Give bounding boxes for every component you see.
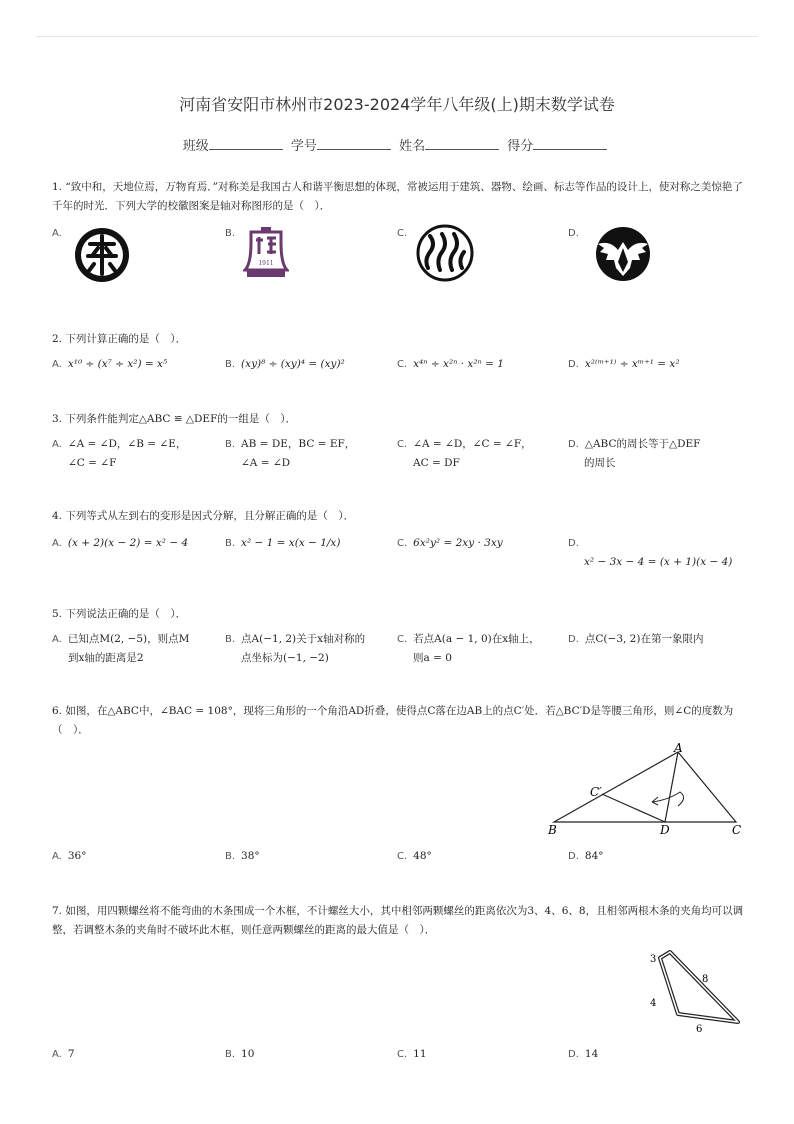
q3-option-a-label: A. (52, 439, 62, 450)
q2-option-d-label: D. (568, 359, 579, 370)
question-4-text: 4. 下列等式从左到右的变形是因式分解，且分解正确的是（ ）． (52, 510, 355, 522)
question-6-text: 6. 如图，在△ABC中，∠BAC = 108°，现将三角形的一个角沿AD折叠，使得点C落在边AB上的点C′处．若△BC′D是等腰三角形，则∠C的度数为（ ）． (52, 705, 734, 736)
q2-option-d[interactable] (568, 355, 680, 374)
question-3-text: 3. 下列条件能判定△ABC ≌ △DEF的一组是（ ）． (52, 413, 297, 425)
q2-option-d-text: x²⁽ᵐ⁺¹⁾ ÷ xᵐ⁺¹ = x² (584, 358, 680, 370)
university-logo-b-icon (243, 224, 289, 282)
q5-option-a-line1: 已知点M(2, −5)，则点M (67, 633, 190, 645)
q7-option-b-text: 10 (241, 1048, 255, 1060)
q6-option-d-label: D. (568, 851, 579, 862)
q7-option-d-label: D. (568, 1049, 579, 1060)
q3-option-b-label: B. (225, 439, 236, 450)
q3-option-c-line1: ∠A = ∠D，∠C = ∠F， (413, 438, 532, 450)
q2-option-c-label: C. (397, 359, 408, 370)
q3-option-a-line1: ∠A = ∠D，∠B = ∠E， (67, 438, 187, 450)
q6-label-c: C (732, 823, 742, 837)
university-logo-a-icon (70, 226, 134, 284)
q1-option-d[interactable] (568, 224, 585, 243)
q5-option-a-line2: 到x轴的距离是2 (68, 652, 144, 664)
q3-option-c-line2: AC = DF (413, 457, 460, 469)
q4-option-d-text: x² − 3x − 4 = (x + 1)(x − 4) (584, 556, 733, 568)
q7-option-a-text: 7 (67, 1048, 75, 1060)
q4-option-a[interactable] (52, 534, 188, 553)
q3-option-d-line2: 的周长 (584, 457, 616, 469)
q5-option-c-line2: 则a = 0 (413, 652, 452, 664)
q6-option-a[interactable] (52, 847, 86, 866)
q1-option-b[interactable] (225, 224, 241, 243)
q7-option-c[interactable] (397, 1045, 427, 1064)
q7-option-c-text: 11 (413, 1048, 427, 1060)
q7-wood-frame-figure (640, 944, 750, 1038)
student-id-blank[interactable] (317, 137, 391, 150)
q4-option-d-label: D. (568, 538, 579, 549)
q5-option-d[interactable] (568, 630, 703, 649)
q5-option-c[interactable] (397, 630, 540, 667)
q6-label-a: A (674, 742, 683, 755)
q1-option-c-label: C. (397, 228, 408, 239)
q3-option-d[interactable] (568, 435, 700, 472)
q6-label-c-prime: C′ (590, 785, 602, 799)
q7-side-6: 6 (696, 1024, 703, 1035)
q6-option-b-label: B. (225, 851, 236, 862)
q5-option-b-line2: 点坐标为(−1, −2) (241, 652, 329, 664)
student-id-label: 学号 (290, 139, 317, 154)
logo-b-year: 1911 (258, 260, 274, 267)
q4-option-c[interactable] (397, 534, 503, 553)
q5-option-c-label: C. (397, 634, 408, 645)
question-5-text: 5. 下列说法正确的是（ ）． (52, 608, 187, 620)
q6-option-b-text: 38° (241, 850, 260, 862)
q6-option-a-label: A. (52, 851, 62, 862)
q5-option-b-line1: 点A(−1, 2)关于x轴对称的 (241, 633, 366, 645)
q2-option-c-text: x⁴ⁿ ÷ x²ⁿ · x²ⁿ = 1 (413, 358, 504, 370)
q4-option-b[interactable] (225, 534, 340, 553)
class-blank[interactable] (209, 137, 283, 150)
q2-option-a-label: A. (52, 359, 62, 370)
q6-option-a-text: 36° (67, 850, 87, 862)
q3-option-d-label: D. (568, 439, 579, 450)
q2-option-a-text: x¹⁰ ÷ (x⁷ ÷ x²) = x⁵ (67, 358, 168, 370)
q5-option-c-line1: 若点A(a − 1, 0)在x轴上， (413, 633, 540, 645)
q2-option-b-label: B. (225, 359, 236, 370)
score-blank[interactable] (533, 137, 607, 150)
q7-option-a[interactable] (52, 1045, 75, 1064)
page-title: 河南省安阳市林州市2023-2024学年八年级(上)期末数学试卷 (179, 95, 615, 114)
question-2-text: 2. 下列计算正确的是（ ）． (52, 333, 187, 345)
q3-option-b-line1: AB = DE，BC = EF， (241, 438, 356, 450)
q4-option-b-label: B. (225, 538, 236, 549)
q5-option-b[interactable] (225, 630, 365, 667)
q5-option-b-label: B. (225, 634, 236, 645)
q7-option-c-label: C. (397, 1049, 408, 1060)
q3-option-a-line2: ∠C = ∠F (68, 457, 117, 469)
q3-option-a[interactable] (52, 435, 186, 472)
question-7-text: 7. 如图，用四颗螺丝将不能弯曲的木条围成一个木框，不计螺丝大小，其中相邻两颗螺丝的距离依次为3、4、6、8，且相邻两根木条的夹角均可以调整，若调整木条的夹角时不破坏此木框，则任意两颗螺丝的距离的最大值是（ ）． (52, 905, 744, 936)
top-divider (36, 36, 758, 37)
class-label: 班级 (182, 139, 209, 154)
university-logo-c-icon (414, 224, 476, 282)
q5-option-a[interactable] (52, 630, 189, 667)
q7-side-3: 3 (650, 954, 657, 965)
name-blank[interactable] (425, 137, 499, 150)
q1-option-a-label: A. (52, 228, 62, 239)
q3-option-b[interactable] (225, 435, 355, 472)
q7-option-d-text: 14 (584, 1048, 599, 1060)
q5-option-a-label: A. (52, 634, 62, 645)
q7-option-b-label: B. (225, 1049, 236, 1060)
q3-option-c[interactable] (397, 435, 532, 472)
q4-option-a-label: A. (52, 538, 62, 549)
q5-option-d-line1: 点C(−3, 2)在第一象限内 (584, 633, 704, 645)
name-label: 姓名 (399, 139, 426, 154)
q5-option-d-label: D. (568, 634, 579, 645)
q6-option-d-text: 84° (584, 850, 604, 862)
q3-option-c-label: C. (397, 439, 408, 450)
q7-side-8: 8 (702, 974, 709, 985)
q2-option-b[interactable] (225, 355, 345, 374)
q1-option-b-label: B. (225, 228, 236, 239)
q4-option-c-label: C. (397, 538, 408, 549)
q2-option-b-text: (xy)⁸ ÷ (xy)⁴ = (xy)² (241, 358, 345, 370)
question-1-text: 1. “致中和，天地位焉，万物育焉．”对称美是我国古人和谐平衡思想的体现，常被运用于建筑、器物、绘画、标志等作品的设计上，使对称之美惊艳了千年的时光．下列大学的校徽图案是轴对称图形的是（ ）． (52, 181, 743, 212)
q6-option-c[interactable] (397, 847, 432, 866)
q1-option-c[interactable] (397, 224, 413, 243)
q7-side-4: 4 (650, 998, 657, 1009)
q4-option-a-text: (x + 2)(x − 2) = x² − 4 (67, 537, 189, 549)
q6-option-c-label: C. (397, 851, 408, 862)
q1-option-d-label: D. (568, 228, 579, 239)
q1-option-a[interactable] (52, 224, 68, 243)
q2-option-c[interactable] (397, 355, 504, 374)
q4-option-d[interactable] (568, 534, 732, 571)
q4-option-c-text: 6x²y² = 2xy · 3xy (413, 537, 503, 549)
q4-option-b-text: x² − 1 = x(x − 1/x) (241, 537, 341, 549)
q6-option-b[interactable] (225, 847, 260, 866)
q6-option-d[interactable] (568, 847, 604, 866)
q6-label-d: D (660, 823, 670, 837)
q3-option-d-line1: △ABC的周长等于△DEF (584, 438, 701, 450)
q3-option-b-line2: ∠A = ∠D (241, 457, 291, 469)
student-info-row (0, 135, 794, 154)
q6-triangle-figure (540, 742, 760, 838)
q6-label-b: B (548, 823, 557, 837)
q2-option-a[interactable] (52, 355, 167, 374)
q6-option-c-text: 48° (413, 850, 432, 862)
score-label: 得分 (507, 139, 534, 154)
q7-option-a-label: A. (52, 1049, 62, 1060)
university-logo-d-icon (590, 226, 656, 282)
q7-option-d[interactable] (568, 1045, 598, 1064)
q7-option-b[interactable] (225, 1045, 254, 1064)
